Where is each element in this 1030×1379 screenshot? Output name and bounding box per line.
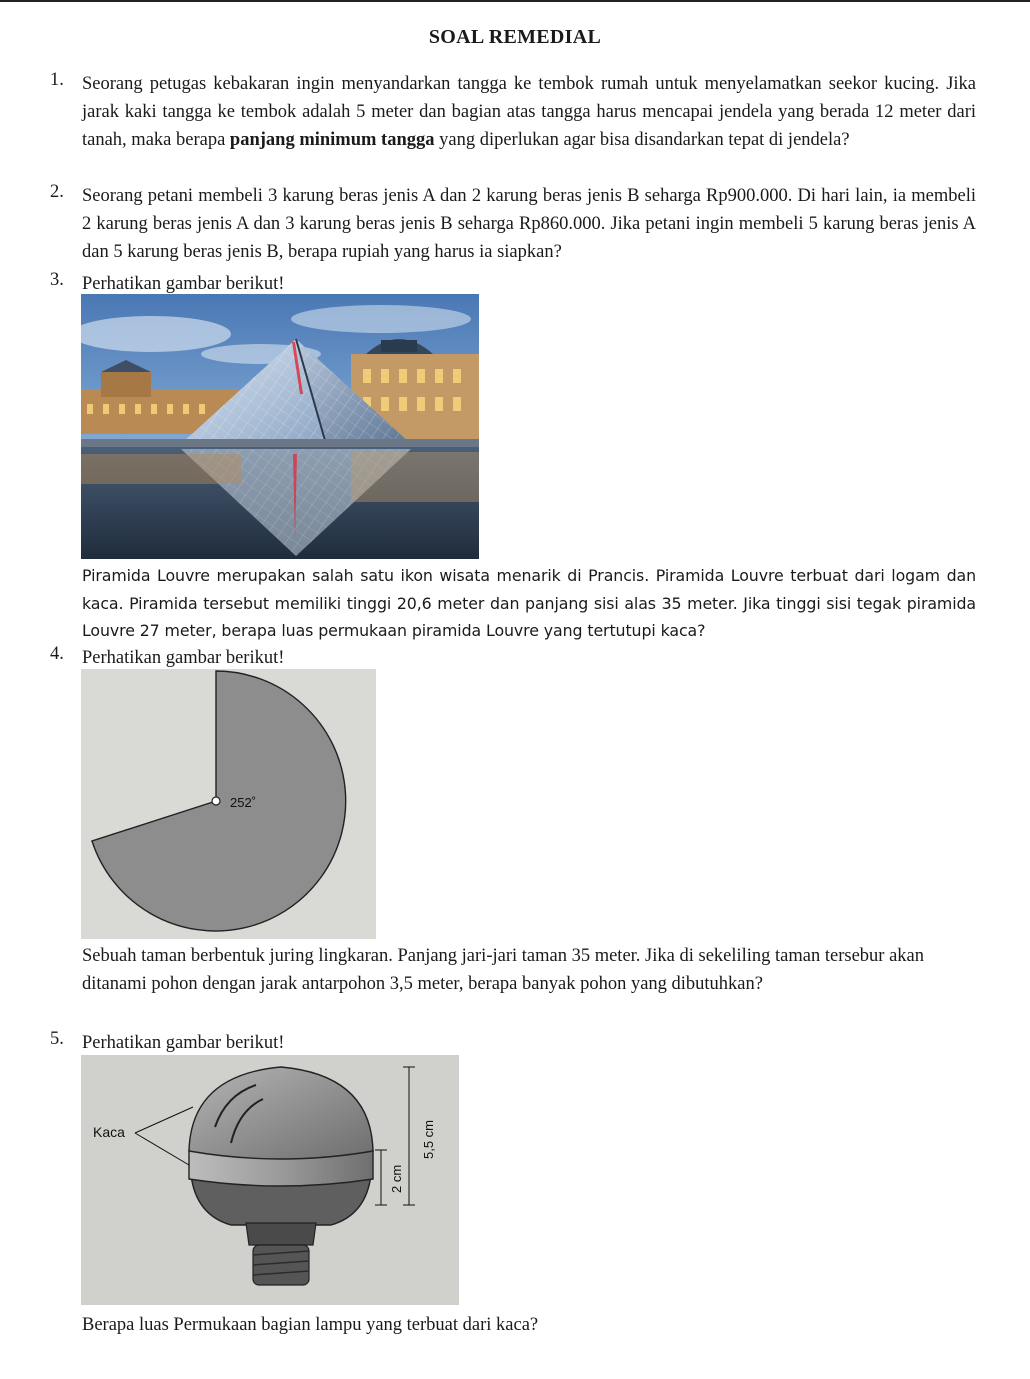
question-intro: Perhatikan gambar berikut! xyxy=(82,1033,285,1053)
question-text: Piramida Louvre merupakan salah satu ikon wisata menarik di Prancis. Piramida Louvre terbuat dari logam dan kaca. Piramida tersebut memiliki tinggi 20,6 meter dan panjang sisi alas 35 meter. Jika tinggi sisi tegak piramida Louvre 27 meter, berapa luas permukaan piramida Louvre yang tertutupi kaca? xyxy=(82,566,976,640)
question-number: 2. xyxy=(50,182,64,202)
question-text: Seorang petani membeli 3 karung beras jenis A dan 2 karung beras jenis B seharga Rp900.000. Di hari lain, ia membeli 2 karung beras jenis A dan 3 karung beras jenis B seharga Rp860.000. Jika petani ingin membeli 5 karung beras jenis A dan 5 karung beras jenis B, berapa rupiah yang harus ia siapkan? xyxy=(82,186,976,262)
question-number: 4. xyxy=(50,644,64,664)
dimension-band-label: 2 cm xyxy=(389,1164,404,1193)
question-intro: Perhatikan gambar berikut! xyxy=(82,274,285,294)
angle-label: 252˚ xyxy=(230,795,257,810)
lamp-figure xyxy=(81,1055,459,1305)
document-title: SOAL REMEDIAL xyxy=(428,26,602,48)
question-text: Berapa luas Permukaan bagian lampu yang terbuat dari kaca? xyxy=(82,1315,539,1335)
question-number: 3. xyxy=(50,270,64,290)
question-text: Sebuah taman berbentuk juring lingkaran. Panjang jari-jari taman 35 meter. Jika di sekeliling taman tersebur akan ditanami pohon dengan jarak antarpohon 3,5 meter, berapa banyak pohon yang dibutuhkan? xyxy=(82,946,925,994)
louvre-pyramid-photo xyxy=(81,294,479,559)
circle-sector-figure xyxy=(81,669,376,939)
top-rule xyxy=(0,0,1030,2)
question-number: 5. xyxy=(50,1029,64,1049)
question-text: Seorang petugas kebakaran ingin menyandarkan tangga ke tembok rumah untuk menyelamatkan seekor kucing. Jika jarak kaki tangga ke tembok adalah 5 meter dan bagian atas tangga harus mencapai jendela yang berada 12 meter dari tanah, maka berapa panjang minimum tangga yang diperlukan agar bisa disandarkan tepat di jendela? xyxy=(82,74,976,150)
glass-label: Kaca xyxy=(93,1124,125,1140)
dimension-total-label: 5,5 cm xyxy=(421,1119,436,1159)
question-intro: Perhatikan gambar berikut! xyxy=(82,648,285,668)
center-point xyxy=(212,797,220,805)
question-number: 1. xyxy=(50,70,64,90)
emphasis-text: panjang minimum tangga xyxy=(229,130,435,150)
